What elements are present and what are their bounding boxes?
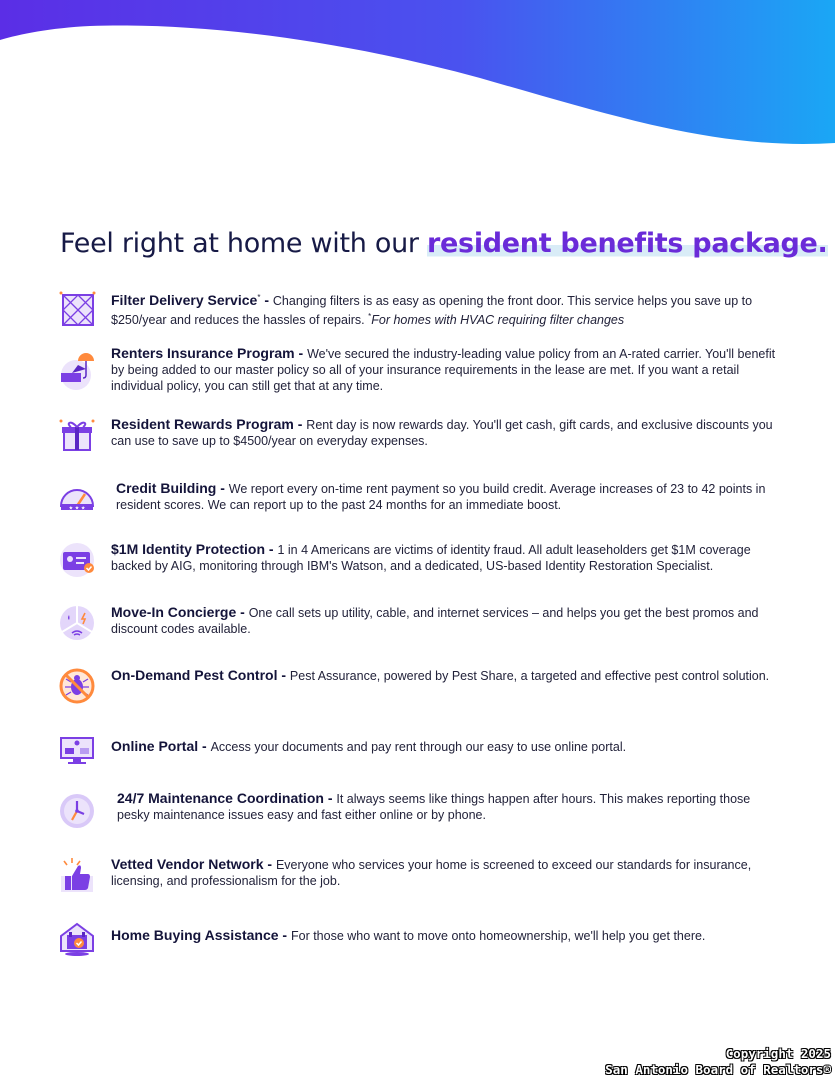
benefit-desc: Changing filters is as easy as opening the front door. This service helps you save up to $250/year and reduces the hassles of repairs. bbox=[111, 294, 753, 328]
utilities-icon bbox=[58, 604, 96, 642]
benefit-name: Home Buying Assistance bbox=[111, 927, 279, 943]
benefit-name: Renters Insurance Program bbox=[111, 345, 295, 361]
benefit-note: For homes with HVAC requiring filter changes bbox=[371, 313, 625, 328]
monitor-icon bbox=[58, 730, 96, 768]
benefit-name: $1M Identity Protection bbox=[111, 541, 266, 557]
umbrella-icon bbox=[58, 353, 96, 391]
benefit-text: Vetted Vendor Network - Everyone who services your home is screened to exceed our standards for insurance, licensing, and professionalism for the job. bbox=[111, 856, 752, 888]
svg-text:★ ★ ★: ★ ★ ★ bbox=[68, 505, 86, 512]
no-bug-icon bbox=[58, 667, 96, 705]
benefit-desc: We've secured the industry-leading value policy from an A-rated carrier. You'll benefit by being added to our master policy so all of your insurance requirements in the lease are met. If you want a retail individual policy, you can still get that at any time. bbox=[111, 347, 776, 393]
gift-icon bbox=[58, 416, 96, 454]
benefit-text: Online Portal - Access your documents and pay rent through our easy to use online portal. bbox=[111, 738, 627, 754]
page-title: Feel right at home with our resident benefits package. bbox=[60, 228, 828, 259]
benefit-desc: Rent day is now rewards day. You'll get cash, gift cards, and exclusive discounts you can use to save up to $4500/year on everyday expenses. bbox=[111, 418, 773, 448]
benefit-desc: For those who want to move onto homeownership, we'll help you get there. bbox=[290, 929, 706, 943]
benefit-text: Resident Rewards Program - Rent day is now rewards day. You'll get cash, gift cards, and exclusive discounts you can use to save up to $4500/year on everyday expenses. bbox=[111, 416, 773, 448]
thumbs-up-icon bbox=[58, 856, 96, 894]
benefit-text: Filter Delivery Service* - Changing filters is as easy as opening the front door. This service helps you save up to $250/year and reduces the hassles of repairs. *For homes with HVAC requiring filter changes bbox=[111, 292, 753, 328]
benefit-text: Renters Insurance Program - We've secured the industry-leading value policy from an A-rated carrier. You'll benefit by being added to our master policy so all of your insurance requirements in the lease are met. If you want a retail individual policy, you can still get that at any time. bbox=[111, 345, 776, 393]
benefit-desc: Everyone who services your home is screened to exceed our standards for insurance, licensing, and professionalism for the job. bbox=[111, 858, 752, 888]
id-card-icon bbox=[58, 541, 96, 579]
benefit-name: Vetted Vendor Network bbox=[111, 856, 264, 872]
benefit-name: Move-In Concierge bbox=[111, 604, 237, 620]
benefit-desc: Access your documents and pay rent through our easy to use online portal. bbox=[210, 740, 627, 754]
benefit-name: 24/7 Maintenance Coordination bbox=[117, 790, 324, 806]
benefit-text: $1M Identity Protection - 1 in 4 Americans are victims of identity fraud. All adult leaseholders get $1M coverage backed by AIG, monitoring through IBM's Watson, and a dedicated, US-based Identity Restoration Specialist. bbox=[111, 541, 751, 573]
benefit-name: Online Portal bbox=[111, 738, 199, 754]
benefit-name: Credit Building bbox=[116, 480, 217, 496]
benefit-desc: We report every on-time rent payment so you build credit. Average increases of 23 to 42 points in resident scores. We can report up to the past 24 months for an immediate boost. bbox=[116, 482, 766, 512]
benefit-name: Filter Delivery Service bbox=[111, 292, 258, 309]
benefit-desc: Pest Assurance, powered by Pest Share, a targeted and effective pest control solution. bbox=[289, 669, 770, 683]
benefit-desc: 1 in 4 Americans are victims of identity fraud. All adult leaseholders get $1M coverage backed by AIG, monitoring through IBM's Watson, and a dedicated, US-based Identity Restoration Specialist. bbox=[111, 543, 751, 573]
benefit-text: On-Demand Pest Control - Pest Assurance, powered by Pest Share, a targeted and effective pest control solution. bbox=[111, 667, 770, 683]
clock-icon bbox=[58, 792, 96, 830]
benefit-text: Credit Building - We report every on-time rent payment so you build credit. Average increases of 23 to 42 points in resident scores. We can report up to the past 24 months for an immediate boost. bbox=[116, 480, 766, 512]
benefit-desc: It always seems like things happen after hours. This makes reporting those pesky maintenance issues easy and fast either online or by phone. bbox=[117, 792, 751, 822]
copyright-watermark: Copyright 2025 San Antonio Board of Realtors® bbox=[605, 1046, 831, 1077]
filter-icon bbox=[58, 290, 96, 328]
benefit-text: Move-In Concierge - One call sets up utility, cable, and internet services – and helps you get the best promos and discount codes available. bbox=[111, 604, 759, 636]
gauge-icon bbox=[58, 480, 96, 518]
benefit-name: On-Demand Pest Control bbox=[111, 667, 278, 683]
benefit-name: Resident Rewards Program bbox=[111, 416, 294, 432]
benefit-desc: One call sets up utility, cable, and internet services – and helps you get the best promos and discount codes available. bbox=[111, 606, 759, 636]
header-wave bbox=[0, 0, 835, 160]
house-check-icon bbox=[58, 919, 96, 957]
benefit-text: Home Buying Assistance - For those who want to move onto homeownership, we'll help you get there. bbox=[111, 927, 706, 943]
benefit-text: 24/7 Maintenance Coordination - It always seems like things happen after hours. This makes reporting those pesky maintenance issues easy and fast either online or by phone. bbox=[117, 790, 751, 822]
